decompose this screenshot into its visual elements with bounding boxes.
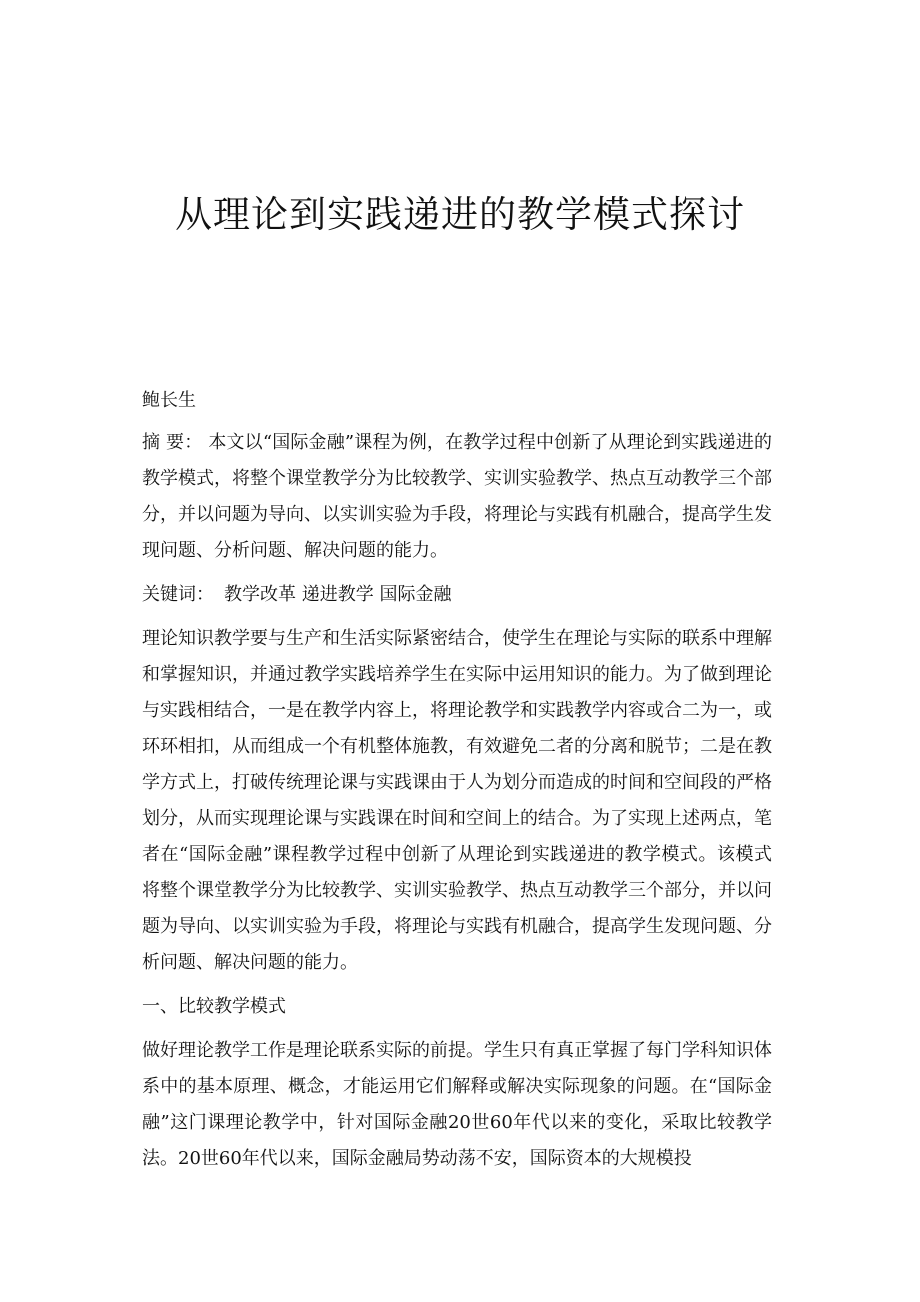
author-name: 鲍长生 — [142, 390, 196, 411]
keyword-item: 国际金融 — [379, 584, 452, 605]
abstract-paragraph — [142, 425, 772, 569]
section-heading: 一、比较教学模式 — [142, 996, 286, 1017]
keyword-item: 递进教学 — [301, 584, 374, 605]
abstract-label: 摘 要： — [142, 432, 203, 453]
keyword-item: 教学改革 — [224, 584, 296, 605]
keywords-label: 关键词： — [142, 584, 214, 605]
document-title: 从理论到实践递进的教学模式探讨 — [175, 193, 745, 236]
abstract-text: 本文以“国际金融”课程为例，在教学过程中创新了从理论到实践递进的教学模式，将整个课堂教学分为比较教学、实训实验教学、热点互动教学三个部分，并以问题为导向、以实训实验为手段，将理论与实践有机融合，提高学生发现问题、分析问题、解决问题的能力。 — [142, 432, 772, 561]
body-paragraph: 做好理论教学工作是理论联系实际的前提。学生只有真正掌握了每门学科知识体系中的基本原理、概念，才能运用它们解释或解决实际现象的问题。在“国际金融”这门课理论教学中，针对国际金融20世60年代以来的变化，采取比较教学法。20世60年代以来，国际金融局势动荡不安，国际资本的大规模投 — [142, 1040, 772, 1169]
body-paragraph: 理论知识教学要与生产和生活实际紧密结合，使学生在理论与实际的联系中理解和掌握知识，并通过教学实践培养学生在实际中运用知识的能力。为了做到理论与实践相结合，一是在教学内容上，将理论教学和实践教学内容或合二为一，或环环相扣，从而组成一个有机整体施教，有效避免二者的分离和脱节；二是在教学方式上，打破传统理论课与实践课由于人为划分而造成的时间和空间段的严格划分，从而实现理论课与实践课在时间和空间上的结合。为了实现上述两点，笔者在“国际金融”课程教学过程中创新了从理论到实践递进的教学模式。该模式将整个课堂教学分为比较教学、实训实验教学、热点互动教学三个部分，并以问题为导向、以实训实验为手段，将理论与实践有机融合，提高学生发现问题、分析问题、解决问题的能力。 — [142, 628, 772, 973]
keywords-line — [142, 577, 772, 613]
